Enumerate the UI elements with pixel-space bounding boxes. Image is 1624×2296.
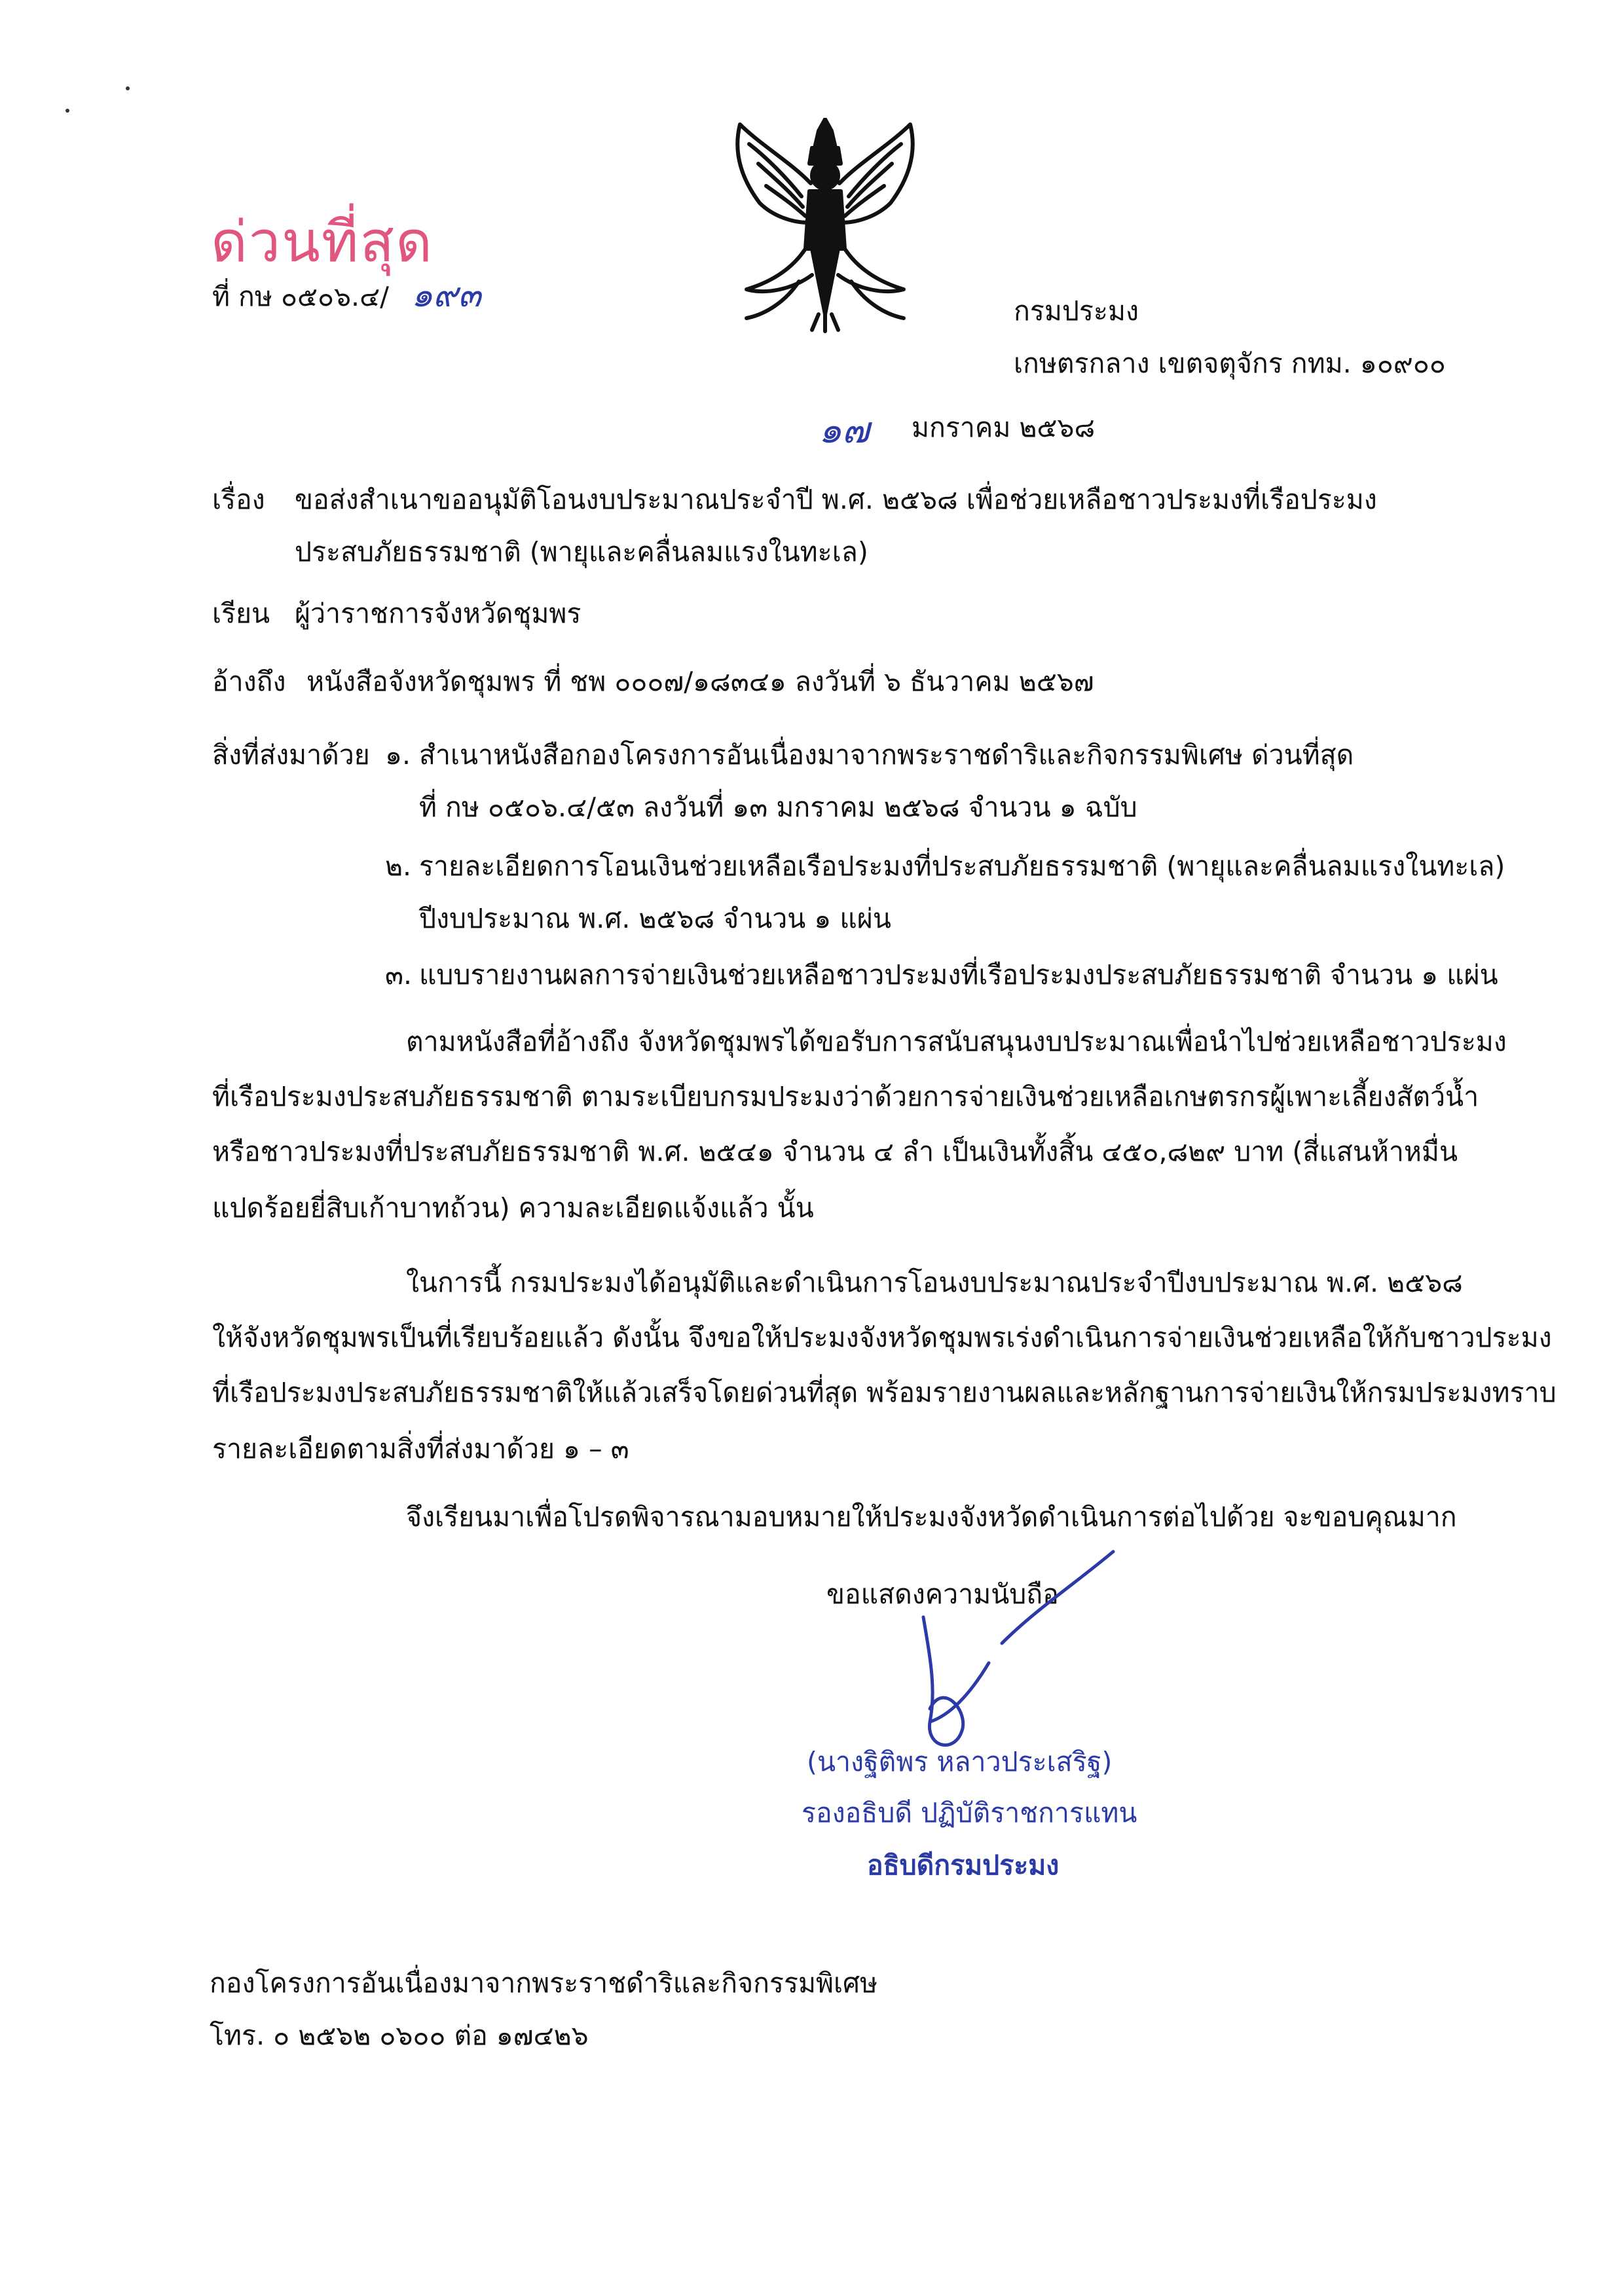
body-paragraph-line: ในการนี้ กรมประมงได้อนุมัติและดำเนินการโอนงบประมาณประจำปีงบประมาณ พ.ศ. ๒๕๖๘ <box>406 1267 1463 1298</box>
scan-speck <box>126 86 130 90</box>
reference-number-handwritten: ๑๙๓ <box>411 276 481 315</box>
body-paragraph-line: แปดร้อยยี่สิบเก้าบาทถ้วน) ความละเอียดแจ้งแล้ว นั้น <box>212 1192 814 1224</box>
signer-title: รองอธิบดี ปฏิบัติราชการแทน <box>802 1797 1137 1829</box>
enclosure-text: ที่ กษ ๐๕๐๖.๔/๕๓ ลงวันที่ ๑๓ มกราคม ๒๕๖๘ จำนวน ๑ ฉบับ <box>419 792 1137 823</box>
signer-name: (นางฐิติพร หลาวประเสริฐ) <box>807 1746 1113 1777</box>
enclosure-text: แบบรายงานผลการจ่ายเงินช่วยเหลือชาวประมงที่เรือประมงประสบภัยธรรมชาติ จำนวน ๑ แผ่น <box>419 959 1498 991</box>
addressee-label: เรียน <box>212 598 270 629</box>
footer-department: กองโครงการอันเนื่องมาจากพระราชดำริและกิจกรรมพิเศษ <box>210 1967 878 1999</box>
body-paragraph-line: จึงเรียนมาเพื่อโปรดพิจารณามอบหมายให้ประมงจังหวัดดำเนินการต่อไปด้วย จะขอบคุณมาก <box>406 1501 1457 1533</box>
addressee-text: ผู้ว่าราชการจังหวัดชุมพร <box>295 598 581 629</box>
body-paragraph-line: ให้จังหวัดชุมพรเป็นที่เรียบร้อยแล้ว ดังนั้น จึงขอให้ประมงจังหวัดชุมพรเร่งดำเนินการจ่ายเงินช่วยเหลือให้กับชาวประมง <box>212 1322 1552 1353</box>
signature-icon <box>904 1539 1126 1774</box>
enclosure-text: รายละเอียดการโอนเงินช่วยเหลือเรือประมงที่ประสบภัยธรรมชาติ (พายุและคลื่นลมแรงในทะเล) <box>419 850 1505 882</box>
enclosure-number: ๓. <box>385 959 413 991</box>
closing-salutation: ขอแสดงความนับถือ <box>826 1578 1059 1610</box>
enclosures-label: สิ่งที่ส่งมาด้วย <box>212 739 370 771</box>
reference-number: ที่ กษ ๐๕๐๖.๔/ <box>212 281 389 312</box>
enclosure-number: ๑. <box>385 739 411 771</box>
body-paragraph-line: ตามหนังสือที่อ้างถึง จังหวัดชุมพรได้ขอรับการสนับสนุนงบประมาณเพื่อนำไปช่วยเหลือชาวประมง <box>406 1026 1507 1057</box>
sender-address: เกษตรกลาง เขตจตุจักร กทม. ๑๐๙๐๐ <box>1014 348 1446 379</box>
scan-speck <box>65 109 69 113</box>
date-month-year: มกราคม ๒๕๖๘ <box>912 412 1096 443</box>
reference-text: หนังสือจังหวัดชุมพร ที่ ชพ ๐๐๐๗/๑๘๓๔๑ ลงวันที่ ๖ ธันวาคม ๒๕๖๗ <box>306 666 1094 697</box>
enclosure-number: ๒. <box>385 850 412 882</box>
urgency-stamp: ด่วนที่สุด <box>211 210 434 275</box>
garuda-emblem-icon <box>720 118 930 334</box>
subject-text: ประสบภัยธรรมชาติ (พายุและคลื่นลมแรงในทะเล) <box>295 536 868 568</box>
body-paragraph-line: ที่เรือประมงประสบภัยธรรมชาติ ตามระเบียบกรมประมงว่าด้วยการจ่ายเงินช่วยเหลือเกษตรกรผู้เพาะเลี้ยงสัตว์น้ำ <box>212 1081 1479 1112</box>
body-paragraph-line: รายละเอียดตามสิ่งที่ส่งมาด้วย ๑ – ๓ <box>212 1433 629 1465</box>
body-paragraph-line: ที่เรือประมงประสบภัยธรรมชาติให้แล้วเสร็จโดยด่วนที่สุด พร้อมรายงานผลและหลักฐานการจ่ายเงินให้กรมประมงทราบ <box>212 1377 1557 1408</box>
footer-phone: โทร. ๐ ๒๕๖๒ ๐๖๐๐ ต่อ ๑๗๔๒๖ <box>210 2020 589 2051</box>
enclosure-text: สำเนาหนังสือกองโครงการอันเนื่องมาจากพระราชดำริและกิจกรรมพิเศษ ด่วนที่สุด <box>419 739 1354 771</box>
date-day-handwritten: ๑๗ <box>819 409 870 452</box>
reference-label: อ้างถึง <box>212 666 286 697</box>
signer-title-main: อธิบดีกรมประมง <box>867 1850 1060 1881</box>
enclosure-text: ปีงบประมาณ พ.ศ. ๒๕๖๘ จำนวน ๑ แผ่น <box>419 903 891 934</box>
subject-label: เรื่อง <box>212 484 265 515</box>
body-paragraph-line: หรือชาวประมงที่ประสบภัยธรรมชาติ พ.ศ. ๒๕๔๑ จำนวน ๔ ลำ เป็นเงินทั้งสิ้น ๔๕๐,๘๒๙ บาท (สี่แสนห้าหมื่น <box>212 1136 1458 1167</box>
sender-department: กรมประมง <box>1014 295 1139 327</box>
subject-text: ขอส่งสำเนาขออนุมัติโอนงบประมาณประจำปี พ.ศ. ๒๕๖๘ เพื่อช่วยเหลือชาวประมงที่เรือประมง <box>295 484 1377 515</box>
